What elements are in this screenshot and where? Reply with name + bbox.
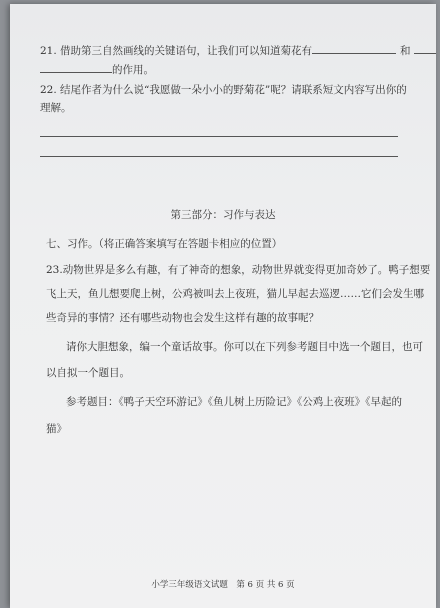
exam-paper [10,4,436,608]
question-22-line-1: 22. 结尾作者为什么说“我愿做一朵小小的野菊花”呢？请联系短文内容写出你的 [40,84,407,96]
question-21-line-1 [40,42,436,58]
section-7-heading: 七、习作。（将正确答案填写在答题卡相应的位置） [46,238,283,250]
answer-blank-1[interactable] [312,42,396,54]
page-footer: 小学三年级语文试题 第 6 页 共 6 页 [151,580,295,590]
question-21-line-2 [40,61,154,77]
question-23-line-4: 请你大胆想象，编一个童话故事。你可以在下列参考题目中选一个题目，也可 [66,341,423,353]
question-23-line-6: 参考题目：《鸭子天空环游记》《鱼儿树上历险记》《公鸡上夜班》《早起的 [66,396,402,408]
answer-blank-3[interactable] [40,61,112,73]
question-22-line-2: 理解。 [40,102,72,114]
answer-line-1[interactable] [40,136,398,137]
question-23-line-5: 以自拟一个题目。 [46,367,130,379]
question-23-line-7: 猫》 [46,423,67,435]
part-3-title: 第三部分：习作与表达 [170,209,276,221]
question-23-line-3: 些奇异的事情？还有哪些动物也会发生这样有趣的故事呢？ [46,312,319,324]
question-23-line-2: 飞上天，鱼儿想要爬上树，公鸡被叫去上夜班，猫儿早起去巡逻……它们会发生哪 [46,288,424,300]
question-21-text: 21. 借助第三自然画线的关键语句，让我们可以知道菊花有 [40,45,313,57]
question-21-suffix: 的作用。 [112,64,154,76]
answer-blank-2[interactable] [414,42,436,54]
question-23-line-1: 23.动物世界是多么有趣，有了神奇的想象，动物世界就变得更加奇妙了。鸭子想要 [46,264,431,276]
answer-line-2[interactable] [40,156,398,157]
question-21-and: 和 [400,45,411,57]
